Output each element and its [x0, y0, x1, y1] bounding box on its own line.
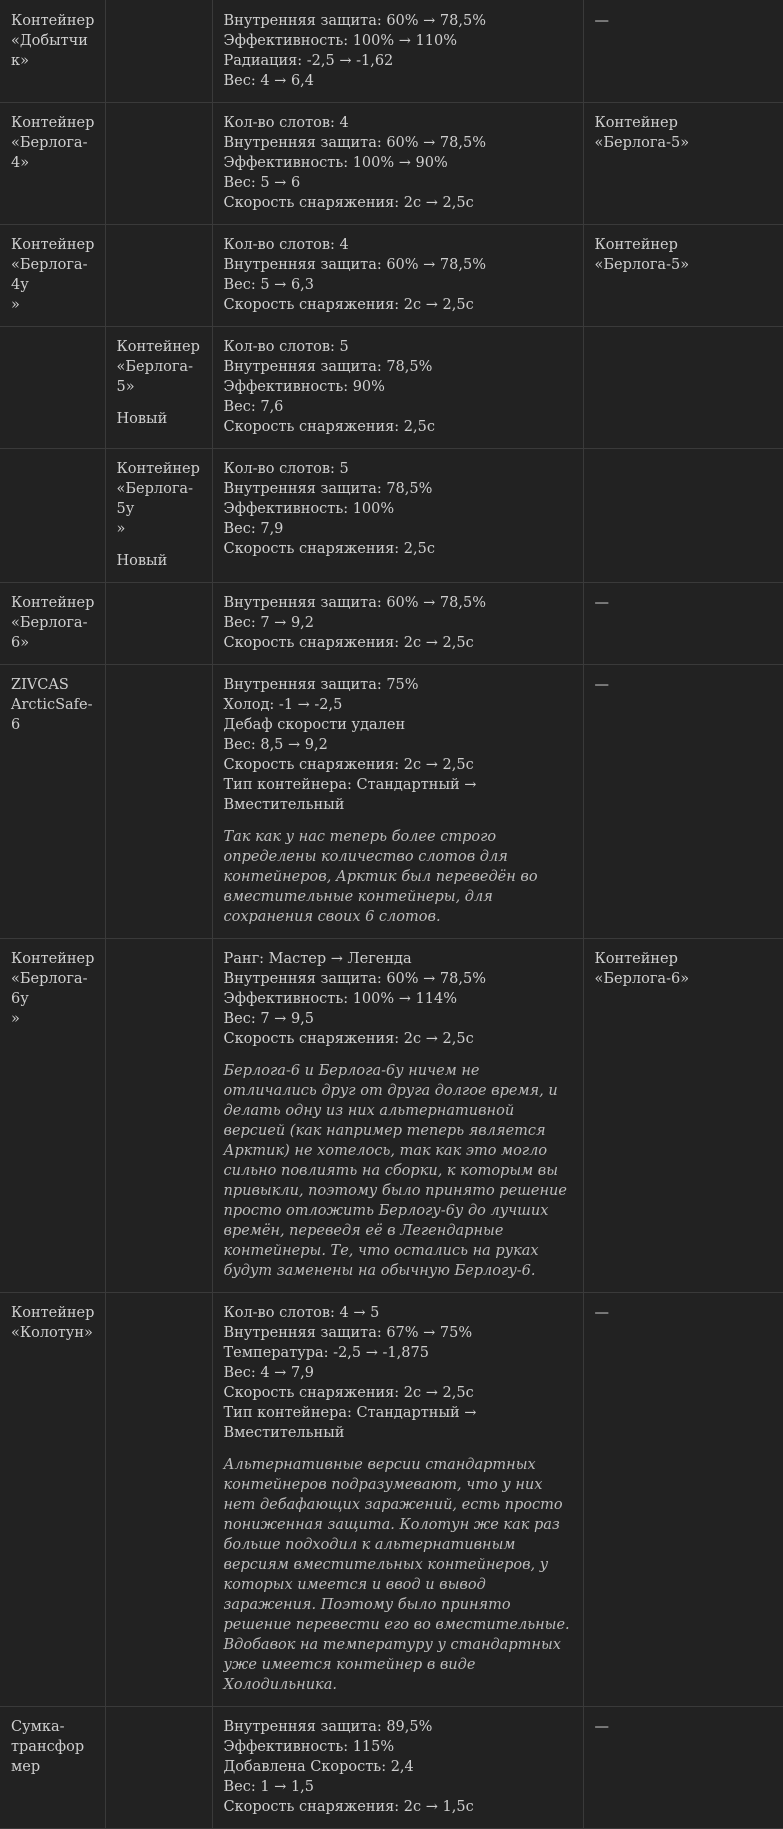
new-item-tag: Новый [116, 411, 168, 427]
change-line: Эффективность: 100% → 90% [223, 155, 448, 171]
change-line: Внутренняя защита: 67% → 75% [223, 1325, 473, 1341]
change-line: Скорость снаряжения: 2с → 1,5с [223, 1799, 474, 1815]
change-line: Вес: 4 → 6,4 [223, 73, 315, 89]
change-line: Внутренняя защита: 60% → 78,5% [223, 595, 486, 611]
change-line: Вес: 4 → 7,9 [223, 1365, 315, 1381]
old-item-cell [0, 327, 105, 449]
replacement-name: Контейнер «Берлога-5» [594, 237, 690, 273]
change-line: Кол-во слотов: 5 [223, 339, 349, 355]
change-line: Скорость снаряжения: 2с → 2,5с [223, 1385, 474, 1401]
changes-cell [212, 0, 583, 103]
new-item-cell [105, 449, 212, 583]
new-item-cell [105, 225, 212, 327]
table-row [0, 225, 783, 327]
change-line: Внутренняя защита: 60% → 78,5% [223, 971, 486, 987]
change-line: Холод: -1 → -2,5 [223, 697, 343, 713]
old-item-name: Контейнер «Добытчик» [11, 13, 95, 69]
old-item-cell [0, 449, 105, 583]
change-line: Вес: 5 → 6,3 [223, 277, 315, 293]
new-item-cell [105, 0, 212, 103]
new-item-cell [105, 103, 212, 225]
change-line: Скорость снаряжения: 2,5с [223, 541, 435, 557]
change-line: Температура: -2,5 → -1,875 [223, 1345, 429, 1361]
old-item-cell [0, 665, 105, 939]
change-line: Внутренняя защита: 89,5% [223, 1719, 433, 1735]
change-line: Вес: 7,9 [223, 521, 284, 537]
change-note: Альтернативные версии стандартных контейнеров подразумевают, что у них нет дебафающих заражений, есть просто пониженная защита. Колотун же как раз больше подходил к альтернативным версиям вместительных контейнеров, у которых имеется и ввод и вывод заражения. Поэтому было принято решение перевести его во вместительные. Вдобавок на температуру у стандартных уже имеется контейнер в виде Холодильника. [223, 1457, 570, 1693]
change-line: Внутренняя защита: 78,5% [223, 481, 433, 497]
new-item-cell [105, 327, 212, 449]
changes-cell [212, 103, 583, 225]
table-row [0, 0, 783, 103]
replacement-cell [583, 103, 783, 225]
replacement-cell [583, 0, 783, 103]
replacement-name: — [594, 677, 609, 693]
table-row [0, 939, 783, 1293]
table-row [0, 583, 783, 665]
replacement-cell [583, 449, 783, 583]
old-item-name: » [11, 297, 20, 313]
change-line: Тип контейнера: Стандартный → Вместительный [223, 777, 477, 813]
table-row [0, 103, 783, 225]
new-item-name: » [116, 521, 126, 537]
change-line: Внутренняя защита: 60% → 78,5% [223, 135, 486, 151]
change-line: Внутренняя защита: 78,5% [223, 359, 433, 375]
changes-cell [212, 225, 583, 327]
replacement-name: — [594, 13, 609, 29]
change-line: Дебаф скорости удален [223, 717, 406, 733]
new-item-cell [105, 1293, 212, 1707]
replacement-cell [583, 583, 783, 665]
replacement-cell [583, 1707, 783, 1829]
new-item-tag: Новый [116, 553, 168, 569]
change-line: Эффективность: 90% [223, 379, 385, 395]
changes-cell [212, 327, 583, 449]
table-row [0, 665, 783, 939]
replacement-cell [583, 327, 783, 449]
old-item-name: Контейнер «Колотун» [11, 1305, 95, 1341]
new-item-cell [105, 583, 212, 665]
change-line: Добавлена Скорость: 2,4 [223, 1759, 414, 1775]
new-item-cell [105, 665, 212, 939]
table-row [0, 1293, 783, 1707]
changes-cell [212, 449, 583, 583]
change-line: Скорость снаряжения: 2с → 2,5с [223, 297, 474, 313]
change-line: Эффективность: 100% → 110% [223, 33, 457, 49]
change-line: Вес: 7,6 [223, 399, 284, 415]
old-item-cell [0, 583, 105, 665]
old-item-name: Сумка-трансформер [11, 1719, 85, 1775]
new-item-name: Контейнер «Берлога-5у [116, 461, 200, 517]
changes-cell [212, 665, 583, 939]
change-line: Скорость снаряжения: 2с → 2,5с [223, 1031, 474, 1047]
old-item-cell [0, 1707, 105, 1829]
change-line: Эффективность: 115% [223, 1739, 395, 1755]
new-item-cell [105, 1707, 212, 1829]
change-line: Внутренняя защита: 60% → 78,5% [223, 257, 486, 273]
change-line: Ранг: Мастер → Легенда [223, 951, 412, 967]
replacement-name: — [594, 595, 609, 611]
change-line: Вес: 7 → 9,5 [223, 1011, 315, 1027]
old-item-cell [0, 0, 105, 103]
change-note: Берлога-6 и Берлога-6у ничем не отличались друг от друга долгое время, и делать одну из них альтернативной версией (как например теперь является Арктик) не хотелось, так как это могло сильно повлиять на сборки, к которым вы привыкли, поэтому было принято решение просто отложить Берлогу-6у до лучших времён, переведя её в Легендарные контейнеры. Те, что остались на руках будут заменены на обычную Берлогу-6. [223, 1063, 567, 1279]
table-row [0, 1707, 783, 1829]
replacement-cell [583, 665, 783, 939]
changes-cell [212, 1293, 583, 1707]
old-item-name: Контейнер «Берлога-4у [11, 237, 95, 293]
old-item-cell [0, 1293, 105, 1707]
change-line: Скорость снаряжения: 2,5с [223, 419, 435, 435]
change-line: Кол-во слотов: 4 → 5 [223, 1305, 380, 1321]
change-note: Так как у нас теперь более строго определены количество слотов для контейнеров, Арктик был переведён во вместительные контейнеры, для сохранения своих 6 слотов. [223, 829, 538, 925]
table-row [0, 449, 783, 583]
replacement-cell [583, 939, 783, 1293]
replacement-name: Контейнер «Берлога-6» [594, 951, 690, 987]
old-item-name: Контейнер «Берлога-6у [11, 951, 95, 1007]
change-line: Кол-во слотов: 4 [223, 237, 349, 253]
change-line: Скорость снаряжения: 2с → 2,5с [223, 195, 474, 211]
change-line: Внутренняя защита: 60% → 78,5% [223, 13, 486, 29]
change-line: Вес: 8,5 → 9,2 [223, 737, 328, 753]
new-item-name: Контейнер «Берлога-5» [116, 339, 200, 395]
change-line: Тип контейнера: Стандартный → Вместительный [223, 1405, 477, 1441]
change-line: Кол-во слотов: 5 [223, 461, 349, 477]
old-item-name: » [11, 1011, 20, 1027]
change-line: Вес: 1 → 1,5 [223, 1779, 315, 1795]
change-line: Скорость снаряжения: 2с → 2,5с [223, 635, 474, 651]
old-item-name: Контейнер «Берлога-4» [11, 115, 95, 171]
replacement-name: — [594, 1305, 609, 1321]
change-line: Эффективность: 100% → 114% [223, 991, 457, 1007]
change-line: Вес: 5 → 6 [223, 175, 301, 191]
replacement-name: — [594, 1719, 609, 1735]
table-row [0, 327, 783, 449]
old-item-name: ZIVCAS ArcticSafe-6 [11, 677, 93, 733]
changes-cell [212, 939, 583, 1293]
change-line: Эффективность: 100% [223, 501, 395, 517]
replacement-name: Контейнер «Берлога-5» [594, 115, 690, 151]
change-line: Внутренняя защита: 75% [223, 677, 419, 693]
change-line: Радиация: -2,5 → -1,62 [223, 53, 394, 69]
old-item-cell [0, 103, 105, 225]
change-line: Вес: 7 → 9,2 [223, 615, 315, 631]
change-line: Скорость снаряжения: 2с → 2,5с [223, 757, 474, 773]
replacement-cell [583, 225, 783, 327]
new-item-cell [105, 939, 212, 1293]
change-line: Кол-во слотов: 4 [223, 115, 349, 131]
changes-cell [212, 583, 583, 665]
changes-cell [212, 1707, 583, 1829]
old-item-cell [0, 939, 105, 1293]
old-item-cell [0, 225, 105, 327]
old-item-name: Контейнер «Берлога-6» [11, 595, 95, 651]
replacement-cell [583, 1293, 783, 1707]
